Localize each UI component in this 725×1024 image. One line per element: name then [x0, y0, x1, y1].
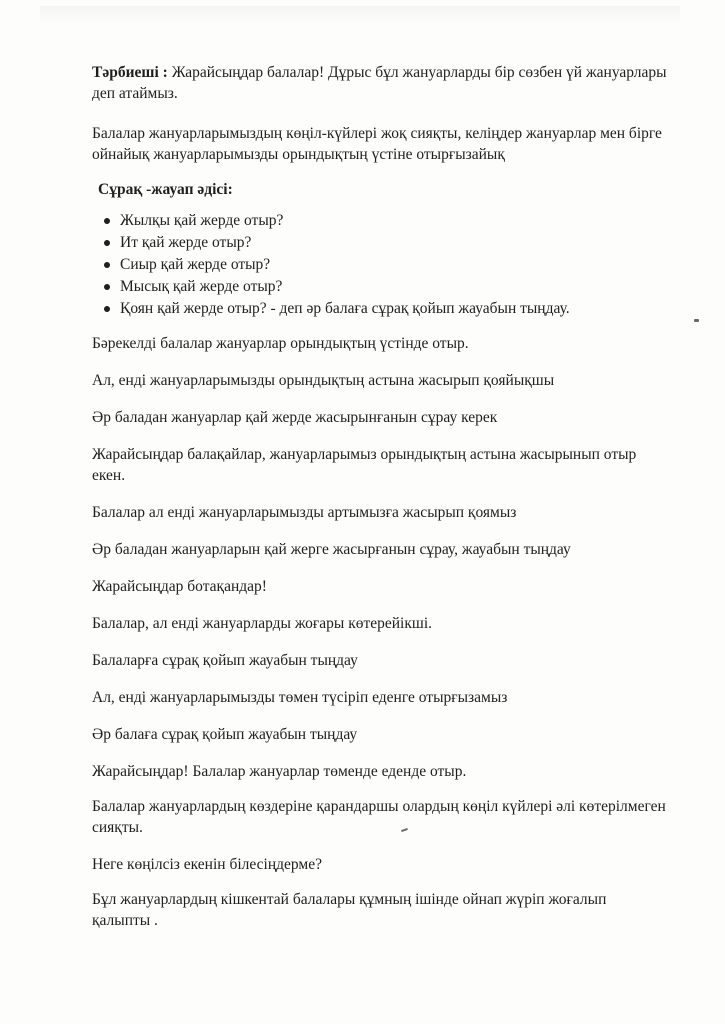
text-line: Бұл жануарлардың кішкентай балалары құмның ішінде ойнап жүріп жоғалып қалыпты . [92, 891, 607, 929]
question-text: Сиыр қай жерде отыр? [120, 256, 271, 273]
text-line: Балалар жануарлардың көздеріне қарандаршы олардың көңіл күйлері әлі көтерілмеген сияқты. [92, 798, 666, 836]
question-text: Қоян қай жерде отыр? - деп әр балаға сұрақ қойып жауабын тыңдау. [120, 300, 570, 317]
list-item [92, 210, 667, 232]
text-line: Балалар, ал енді жануарларды жоғары көтерейікші. [92, 615, 433, 632]
document-body [92, 62, 667, 931]
list-item [92, 276, 667, 298]
text-line: Ал, енді жануарларымызды орындықтың астына жасырып қояйықшы [92, 372, 555, 389]
method-heading: Сұрақ -жауап әдісі: [98, 181, 233, 198]
mood-paragraph: Балалар жануарларымыздың көңіл-күйлері жоқ сияқты, келіңдер жануарлар мен бірге ойнайық жануарларымызды орындықтың үстіне отырғызайық [92, 125, 662, 163]
text-line: Балаларға сұрақ қойып жауабын тыңдау [92, 652, 358, 669]
bullet-icon [104, 218, 110, 224]
text-line: Ал, енді жануарларымызды төмен түсіріп еденге отырғызамыз [92, 689, 508, 706]
intro-paragraph [92, 62, 667, 104]
question-text: Мысық қай жерде отыр? [120, 278, 283, 295]
list-item [92, 232, 667, 254]
bullet-icon [104, 240, 110, 246]
text-line: Жарайсыңдар! Балалар жануарлар төменде еденде отыр. [92, 763, 467, 780]
list-item [92, 254, 667, 276]
bullet-icon [104, 262, 110, 268]
list-item [92, 298, 667, 320]
intro-text: Жарайсыңдар балалар! Дұрыс бұл жануарларды бір сөзбен үй жануарлары деп атаймыз. [92, 64, 667, 102]
question-text: Жылқы қай жерде отыр? [120, 212, 284, 229]
speaker-label: Тәрбиеші : [92, 64, 168, 81]
text-line: Жарайсыңдар ботақандар! [92, 578, 267, 595]
question-list [92, 210, 667, 320]
text-line: Әр балаға сұрақ қойып жауабын тыңдау [92, 726, 358, 743]
scan-speck [694, 319, 699, 322]
scan-shadow [40, 6, 680, 24]
text-line: Неге көңілсіз екенін білесіңдерме? [92, 856, 322, 873]
bullet-icon [104, 306, 110, 312]
text-line: Жарайсыңдар балақайлар, жануарларымыз орындықтың астына жасырынып отыр екен. [92, 446, 637, 484]
text-line: Бәрекелді балалар жануарлар орындықтың үстінде отыр. [92, 335, 469, 352]
text-line: Әр баладан жануарлар қай жерде жасырынғанын сұрау керек [92, 409, 498, 426]
question-text: Ит қай жерде отыр? [120, 234, 252, 251]
text-line: Балалар ал енді жануарларымызды артымызға жасырып қоямыз [92, 504, 517, 521]
text-line: Әр баладан жануарларын қай жерге жасырғанын сұрау, жауабын тыңдау [92, 541, 571, 558]
bullet-icon [104, 284, 110, 290]
